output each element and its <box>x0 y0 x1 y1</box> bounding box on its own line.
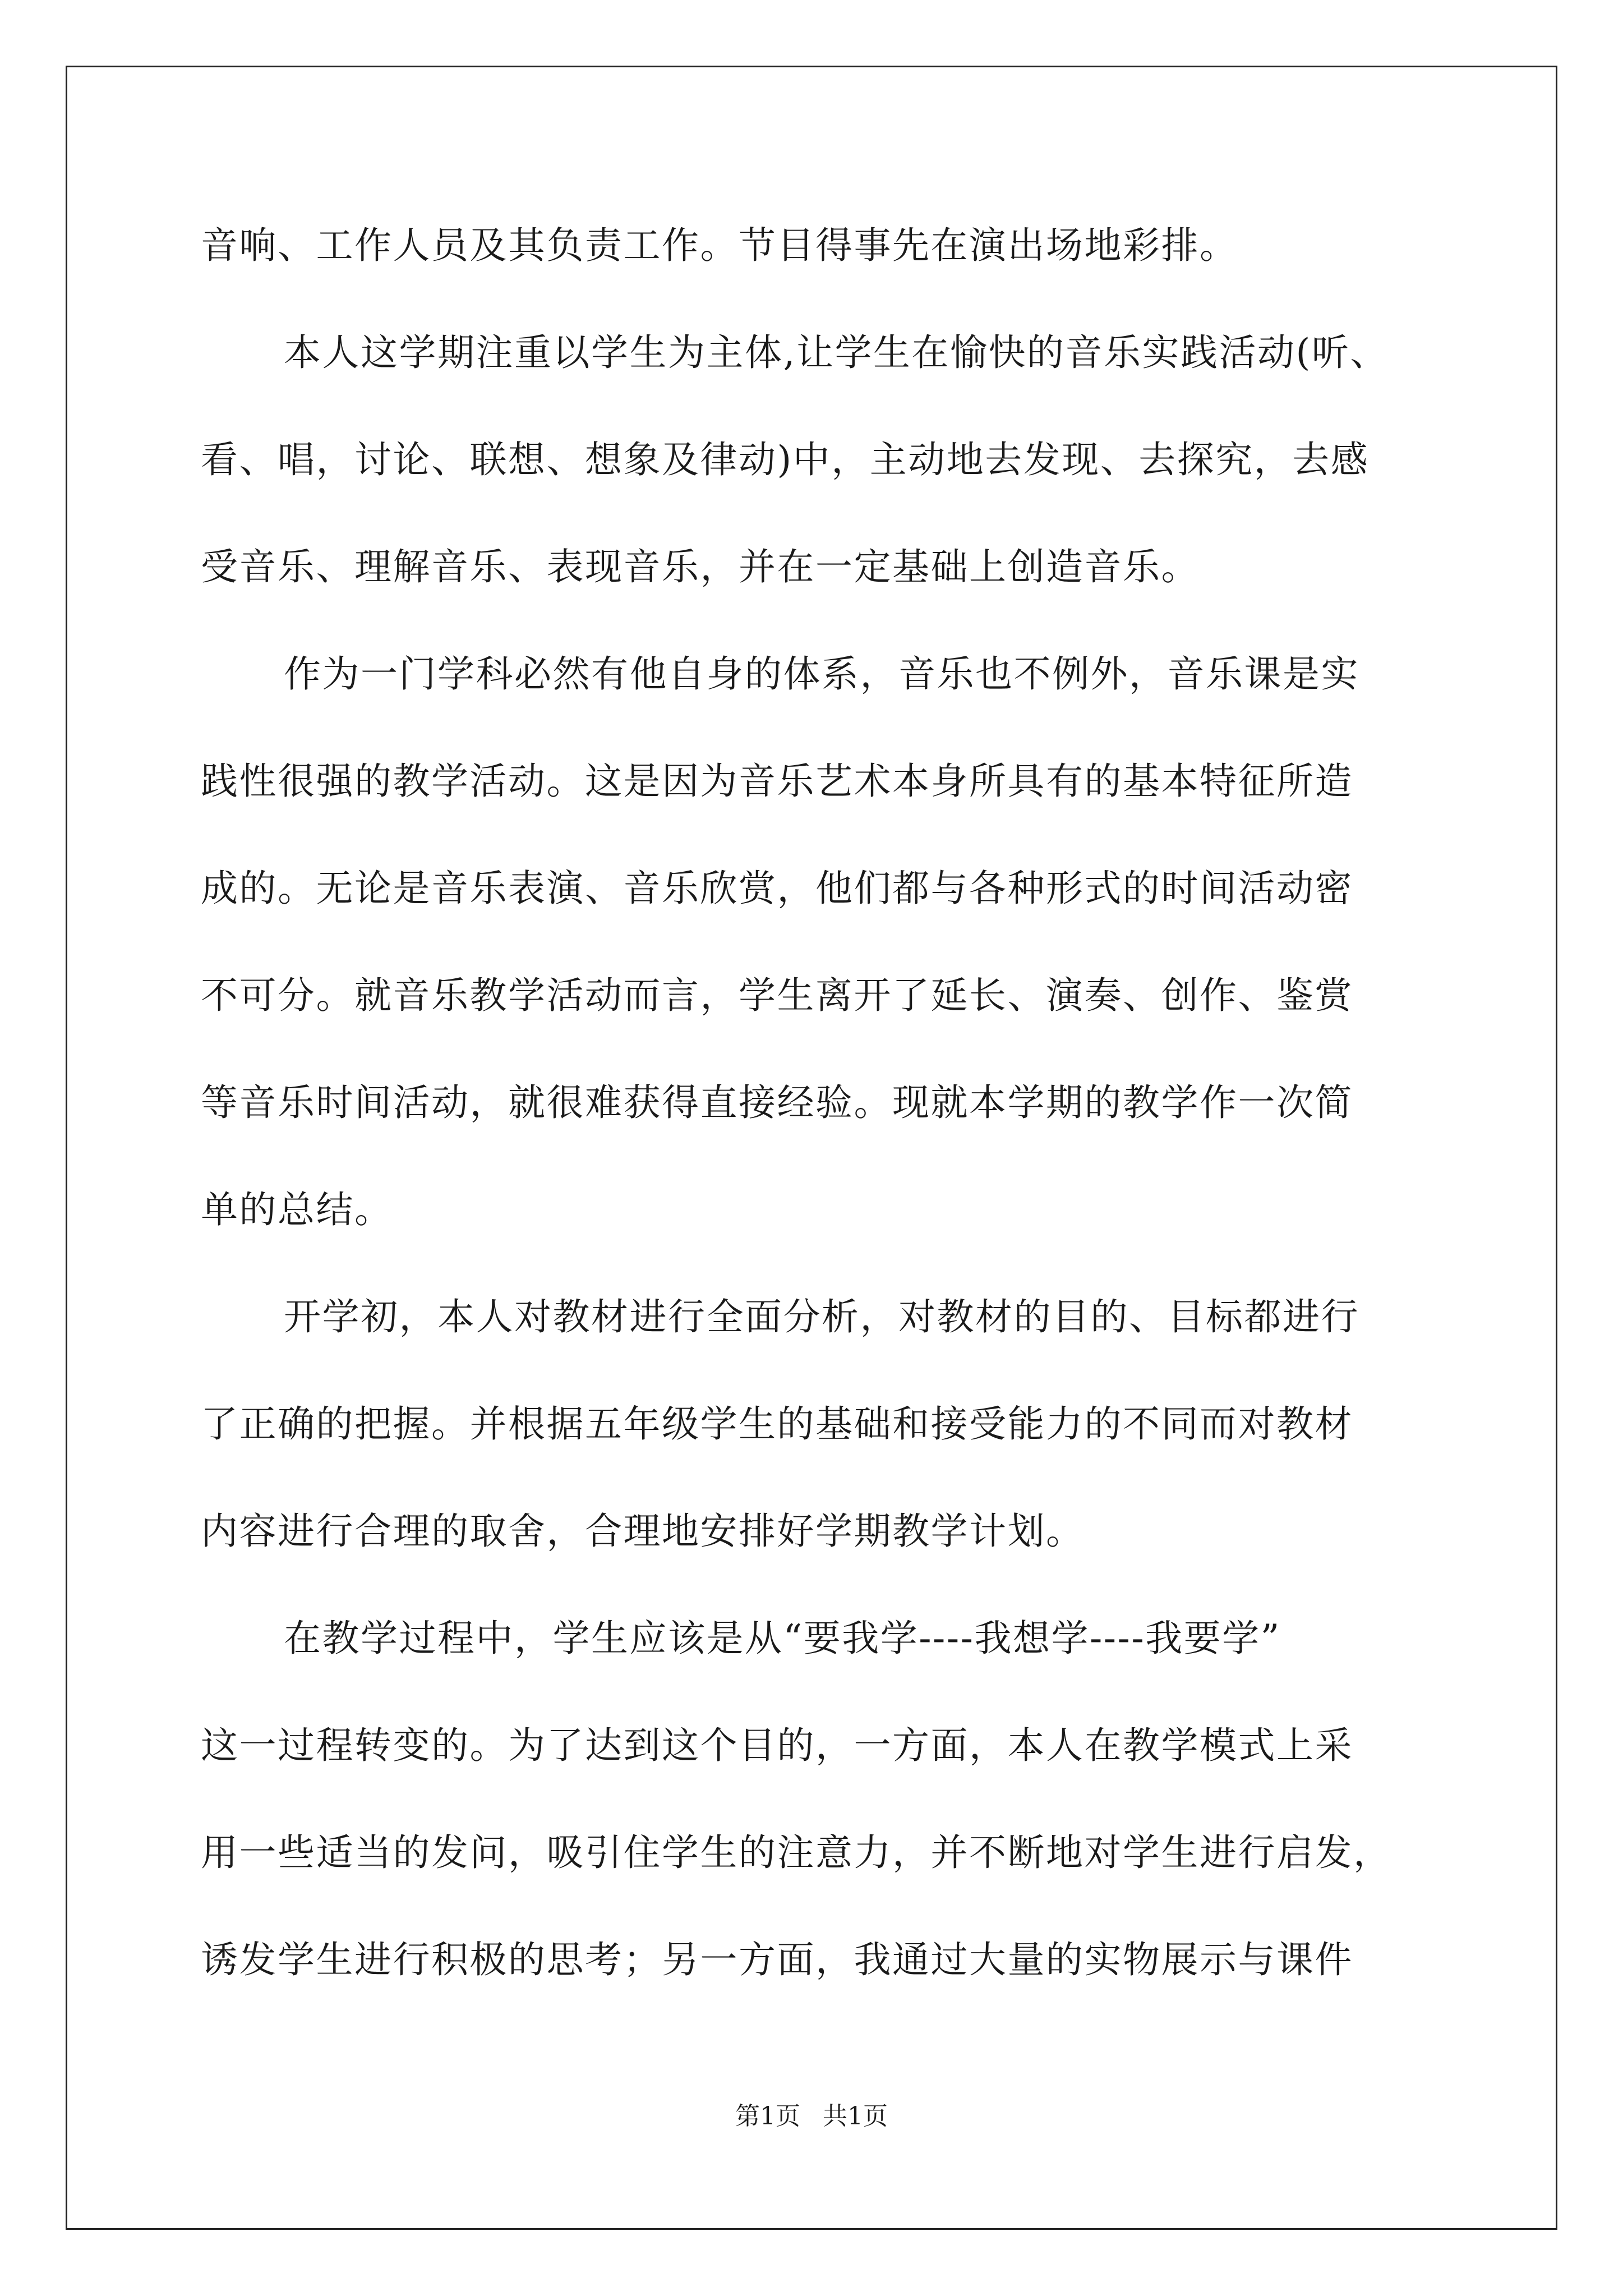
text-line: 了正确的把握。并根据五年级学生的基础和接受能力的不同而对教材 <box>201 1402 1353 1446</box>
page-number-current: 第1页 <box>735 2102 800 2131</box>
paragraph-first-line: 本人这学期注重以学生为主体,让学生在愉快的音乐实践活动(听、 <box>284 331 1389 374</box>
text-line: 等音乐时间活动，就很难获得直接经验。现就本学期的教学作一次简 <box>201 1081 1353 1124</box>
text-line: 诱发学生进行积极的思考；另一方面，我通过大量的实物展示与课件 <box>201 1938 1353 1981</box>
page-number-total: 共1页 <box>823 2102 888 2131</box>
paragraph-first-line: 在教学过程中，学生应该是从“要我学----我想学----我要学” <box>284 1617 1281 1660</box>
text-line: 受音乐、理解音乐、表现音乐，并在一定基础上创造音乐。 <box>201 545 1200 588</box>
text-line: 单的总结。 <box>201 1188 393 1231</box>
text-line: 用一些适当的发问，吸引住学生的注意力，并不断地对学生进行启发， <box>201 1831 1392 1874</box>
text-line: 这一过程转变的。为了达到这个目的，一方面，本人在教学模式上采 <box>201 1724 1353 1767</box>
text-line: 践性很强的教学活动。这是因为音乐艺术本身所具有的基本特征所造 <box>201 760 1353 803</box>
text-line: 音响、工作人员及其负责工作。节目得事先在演出场地彩排。 <box>201 224 1238 267</box>
paragraph-first-line: 开学初，本人对教材进行全面分析，对教材的目的、目标都进行 <box>284 1295 1359 1338</box>
page-footer <box>0 2101 1623 2132</box>
text-line: 看、唱，讨论、联想、想象及律动)中，主动地去发现、去探究，去感 <box>201 438 1370 481</box>
text-line: 不可分。就音乐教学活动而言，学生离开了延长、演奏、创作、鉴赏 <box>201 974 1353 1017</box>
text-line: 成的。无论是音乐表演、音乐欣赏，他们都与各种形式的时间活动密 <box>201 867 1353 910</box>
text-line: 内容进行合理的取舍，合理地安排好学期教学计划。 <box>201 1510 1085 1553</box>
page-border <box>66 66 1557 2230</box>
paragraph-first-line: 作为一门学科必然有他自身的体系，音乐也不例外，音乐课是实 <box>284 652 1359 696</box>
